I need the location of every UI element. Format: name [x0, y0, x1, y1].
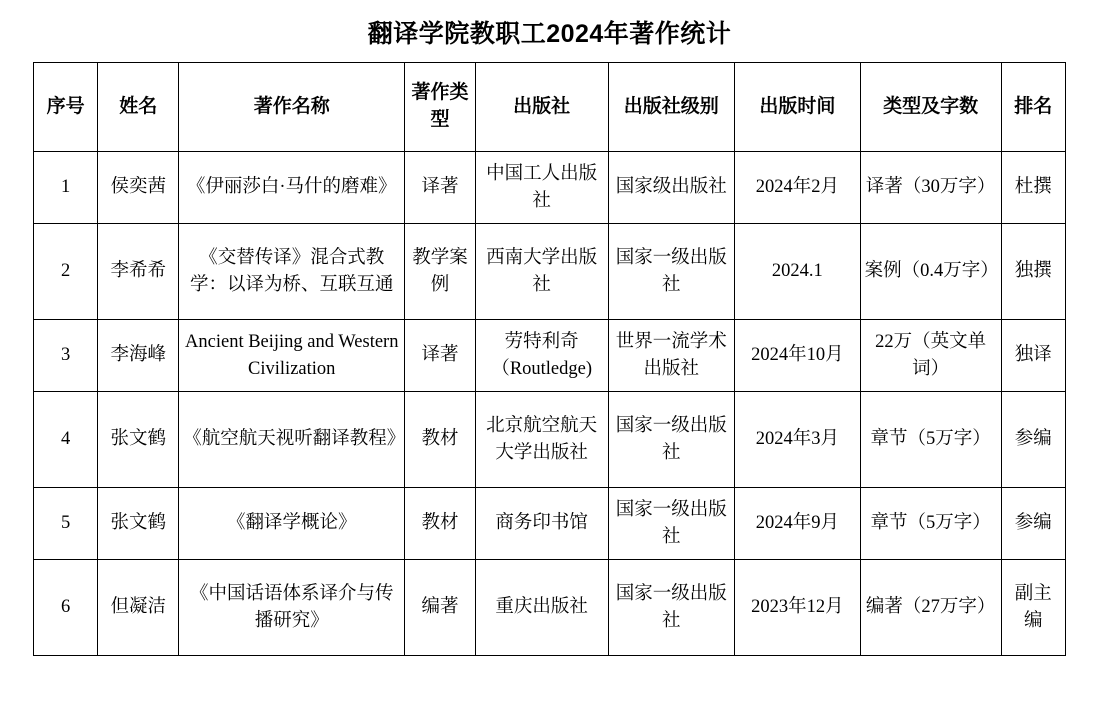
cell-work-type: 教材 — [405, 488, 476, 560]
column-header-publisher: 出版社 — [475, 63, 608, 152]
table-row — [34, 392, 1066, 488]
cell-date: 2024年2月 — [735, 152, 860, 224]
cell-rank: 参编 — [1001, 392, 1065, 488]
cell-seq: 2 — [34, 224, 98, 320]
cell-work-type: 教材 — [405, 392, 476, 488]
cell-publisher: 重庆出版社 — [475, 560, 608, 656]
cell-words: 译著（30万字） — [860, 152, 1001, 224]
column-header-date: 出版时间 — [735, 63, 860, 152]
cell-rank: 独译 — [1001, 320, 1065, 392]
column-header-work-type: 著作类型 — [405, 63, 476, 152]
cell-work: 《翻译学概论》 — [179, 488, 405, 560]
cell-work-type: 编著 — [405, 560, 476, 656]
cell-words: 案例（0.4万字） — [860, 224, 1001, 320]
cell-rank: 杜撰 — [1001, 152, 1065, 224]
cell-rank: 副主编 — [1001, 560, 1065, 656]
cell-publisher: 商务印书馆 — [475, 488, 608, 560]
cell-name: 李希希 — [98, 224, 179, 320]
cell-work: 《航空航天视听翻译教程》 — [179, 392, 405, 488]
cell-publisher: 北京航空航天大学出版社 — [475, 392, 608, 488]
cell-level: 国家一级出版社 — [608, 224, 735, 320]
cell-level: 世界一流学术出版社 — [608, 320, 735, 392]
cell-level: 国家一级出版社 — [608, 488, 735, 560]
cell-work-type: 译著 — [405, 152, 476, 224]
table-container — [0, 62, 1099, 656]
cell-work: 《交替传译》混合式教学：以译为桥、互联互通 — [179, 224, 405, 320]
cell-name: 张文鹤 — [98, 488, 179, 560]
cell-date: 2024年9月 — [735, 488, 860, 560]
cell-words: 章节（5万字） — [860, 392, 1001, 488]
table-row — [34, 560, 1066, 656]
table-row — [34, 224, 1066, 320]
cell-work: Ancient Beijing and Western Civilization — [179, 320, 405, 392]
cell-level: 国家一级出版社 — [608, 560, 735, 656]
cell-publisher: 中国工人出版社 — [475, 152, 608, 224]
cell-publisher: 西南大学出版社 — [475, 224, 608, 320]
column-header-work: 著作名称 — [179, 63, 405, 152]
publications-table — [33, 62, 1066, 656]
cell-name: 侯奕茜 — [98, 152, 179, 224]
cell-words: 章节（5万字） — [860, 488, 1001, 560]
cell-publisher: 劳特利奇（Routledge) — [475, 320, 608, 392]
column-header-name: 姓名 — [98, 63, 179, 152]
cell-date: 2024年3月 — [735, 392, 860, 488]
cell-date: 2024年10月 — [735, 320, 860, 392]
column-header-seq: 序号 — [34, 63, 98, 152]
cell-seq: 6 — [34, 560, 98, 656]
cell-level: 国家级出版社 — [608, 152, 735, 224]
cell-work: 《中国话语体系译介与传播研究》 — [179, 560, 405, 656]
cell-name: 李海峰 — [98, 320, 179, 392]
cell-words: 22万（英文单词） — [860, 320, 1001, 392]
cell-work: 《伊丽莎白·马什的磨难》 — [179, 152, 405, 224]
table-row — [34, 488, 1066, 560]
cell-work-type: 教学案例 — [405, 224, 476, 320]
column-header-level: 出版社级别 — [608, 63, 735, 152]
cell-words: 编著（27万字） — [860, 560, 1001, 656]
table-row — [34, 152, 1066, 224]
cell-rank: 参编 — [1001, 488, 1065, 560]
cell-name: 但凝洁 — [98, 560, 179, 656]
cell-name: 张文鹤 — [98, 392, 179, 488]
table-header-row — [34, 63, 1066, 152]
page-title: 翻译学院教职工2024年著作统计 — [367, 20, 732, 48]
column-header-words: 类型及字数 — [860, 63, 1001, 152]
cell-seq: 1 — [34, 152, 98, 224]
cell-seq: 3 — [34, 320, 98, 392]
cell-date: 2023年12月 — [735, 560, 860, 656]
cell-work-type: 译著 — [405, 320, 476, 392]
table-row — [34, 320, 1066, 392]
column-header-rank: 排名 — [1001, 63, 1065, 152]
cell-rank: 独撰 — [1001, 224, 1065, 320]
cell-seq: 4 — [34, 392, 98, 488]
cell-date: 2024.1 — [735, 224, 860, 320]
cell-seq: 5 — [34, 488, 98, 560]
cell-level: 国家一级出版社 — [608, 392, 735, 488]
